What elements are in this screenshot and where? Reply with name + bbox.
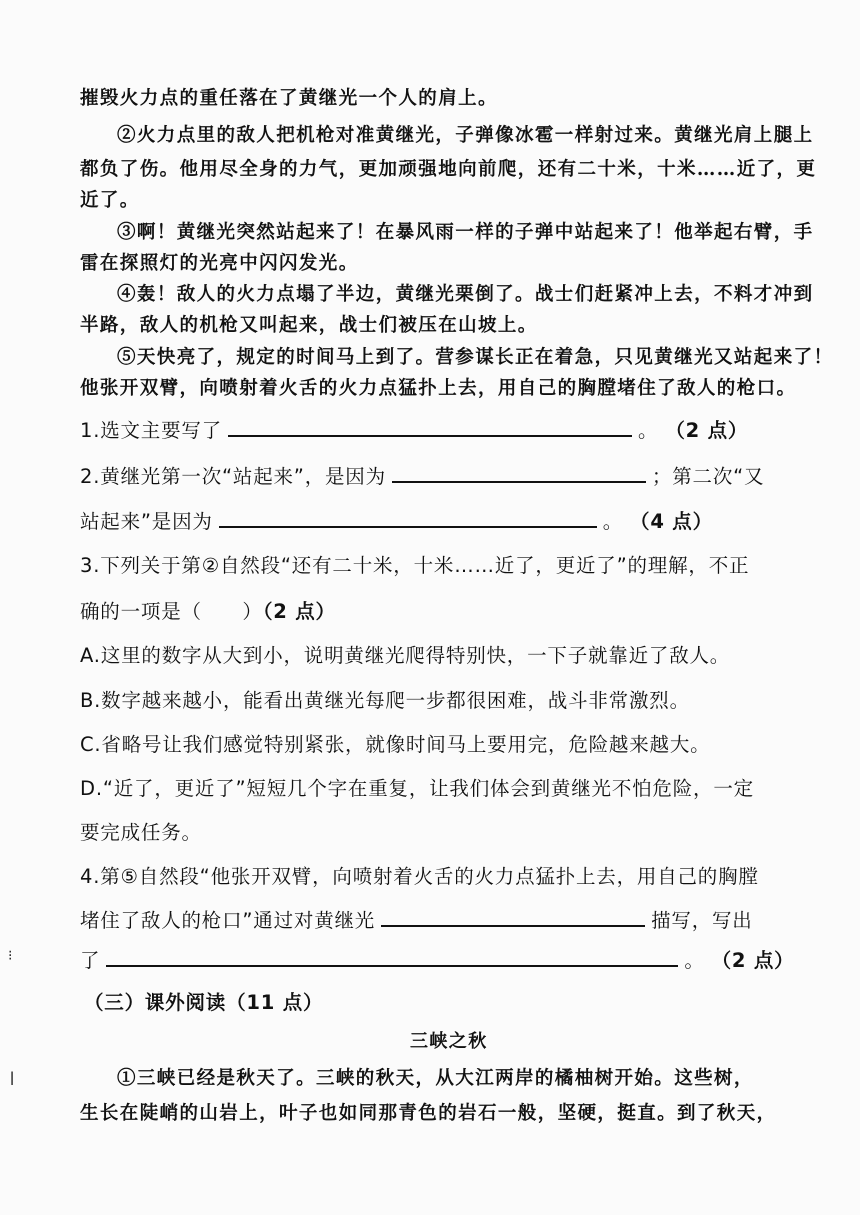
- question-3-line2: [80, 596, 336, 624]
- passage-line: ④轰！敌人的火力点塌了半边，黄继光栗倒了。战士们赶紧冲上去，不料才冲到: [117, 284, 814, 305]
- question-2: [80, 461, 764, 489]
- answer-blank[interactable]: [106, 951, 678, 967]
- passage-line: ③啊！黄继光突然站起来了！在暴风雨一样的子弹中站起来了！他举起右臂，手: [117, 222, 814, 243]
- question-4-line3-start: 了: [80, 949, 101, 972]
- question-4-text: 堵住了敌人的枪口”通过对黄继光: [80, 909, 376, 932]
- question-3-line1: 3.下列关于第②自然段“还有二十米，十米……近了，更近了”的理解，不正: [80, 554, 750, 577]
- question-1-end: 。: [638, 419, 659, 442]
- question-2-end: 。: [602, 510, 624, 533]
- option-b[interactable]: B.数字越来越小，能看出黄继光每爬一步都很困难，战斗非常激烈。: [80, 689, 690, 712]
- points-label: （2 点）: [262, 600, 336, 623]
- answer-blank[interactable]: [392, 467, 646, 483]
- question-1-text: 1.选文主要写了: [80, 419, 223, 442]
- article-title: 三峡之秋: [410, 1031, 488, 1052]
- question-4-line2: [80, 905, 753, 933]
- passage-line: 雷在探照灯的光亮中闪闪发光。: [80, 253, 359, 274]
- points-label: （2 点）: [665, 419, 749, 442]
- question-3-choice: 确的一项是（ ）: [80, 600, 263, 623]
- option-a[interactable]: A.这里的数字从大到小，说明黄继光爬得特别快，一下子就靠近了敌人。: [80, 644, 731, 667]
- passage-line: 生长在陡峭的山岩上，叶子也如同那青色的岩石一般，坚硬，挺直。到了秋天，: [80, 1103, 777, 1124]
- question-2-text2: 站起来”是因为: [80, 510, 213, 533]
- question-4-end: 。: [684, 949, 705, 972]
- passage-line: 近了。: [80, 190, 140, 211]
- points-label: （2 点）: [711, 949, 795, 972]
- option-c[interactable]: C.省略号让我们感觉特别紧张，就像时间马上要用完，危险越来越大。: [80, 733, 711, 756]
- option-d-cont: 要完成任务。: [80, 821, 202, 844]
- question-4-line3: [80, 945, 794, 973]
- question-1: [80, 415, 748, 443]
- passage-line: 半路，敌人的机枪又叫起来，战士们被压在山坡上。: [80, 315, 538, 336]
- points-label: （4 点）: [630, 510, 713, 533]
- question-2-line2: [80, 506, 713, 534]
- passage-line: ②火力点里的敌人把机枪对准黄继光，子弹像冰雹一样射过来。黄继光肩上腿上: [117, 125, 814, 146]
- binding-mark: ⁝: [8, 948, 13, 964]
- passage-line: 他张开双臂，向喷射着火舌的火力点猛扑上去，用自己的胸膛堵住了敌人的枪口。: [80, 378, 797, 399]
- question-4-line1: 4.第⑤自然段“他张开双臂，向喷射着火舌的火力点猛扑上去，用自己的胸膛: [80, 865, 759, 888]
- answer-blank[interactable]: [381, 911, 645, 927]
- question-4-text-end: 描写，写出: [651, 909, 753, 932]
- option-d[interactable]: D.“近了，更近了”短短几个字在重复，让我们体会到黄继光不怕危险，一定: [80, 777, 754, 800]
- question-2-mid: ；第二次“又: [651, 465, 765, 488]
- passage-line: 都负了伤。他用尽全身的力气，更加顽强地向前爬，还有二十米，十米……近了，更: [80, 159, 817, 180]
- answer-blank[interactable]: [228, 421, 632, 437]
- passage-line: ⑤天快亮了，规定的时间马上到了。营参谋长正在着急，只见黄继光又站起来了！: [117, 347, 834, 368]
- question-2-text: 2.黄继光第一次“站起来”，是因为: [80, 465, 386, 488]
- passage-line: ①三峡已经是秋天了。三峡的秋天，从大江两岸的橘柚树开始。这些树，: [117, 1068, 754, 1089]
- binding-mark: ǀ: [10, 1070, 15, 1086]
- answer-blank[interactable]: [219, 512, 597, 528]
- passage-line: 摧毁火力点的重任落在了黄继光一个人的肩上。: [80, 88, 498, 109]
- section-heading: （三）课外阅读（11 点）: [84, 991, 324, 1014]
